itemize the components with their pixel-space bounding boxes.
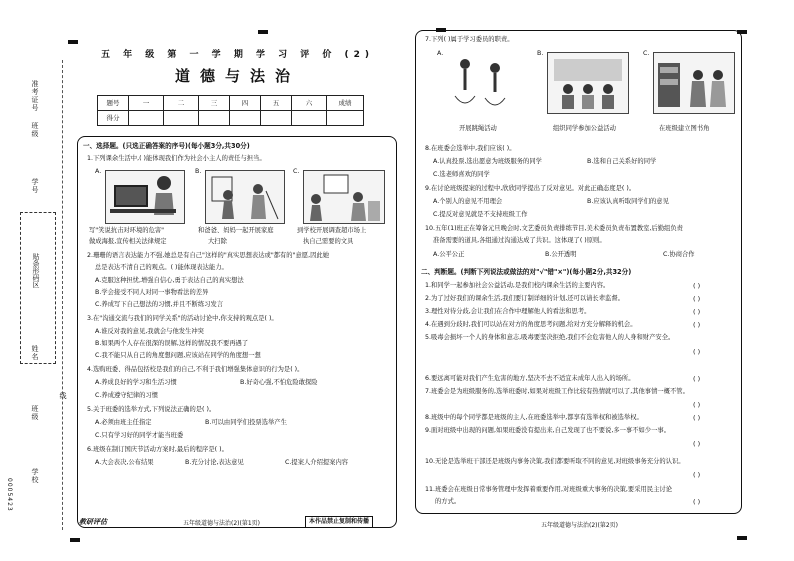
- barcode-area: 贴条形码区: [20, 212, 56, 364]
- registration-mark: [737, 536, 747, 540]
- q7-image-a: [447, 52, 517, 112]
- score-cell[interactable]: [292, 111, 327, 126]
- q4-option-c[interactable]: C.养成遵守纪律的习惯: [95, 392, 159, 399]
- judge-10: 10.无论是选举班干部还是班级内事务决策,我们都要听取不同的意见,对班级事务充分的认识。: [425, 458, 685, 465]
- judge-5-answer[interactable]: ( ): [693, 348, 701, 356]
- label-student-no: 学号: [31, 178, 39, 194]
- question-8: 8.在班委会选举中,我们应该( )。: [425, 145, 516, 152]
- q1-caption-b: 和爸爸、妈妈一起开展家庭: [198, 227, 274, 234]
- q10-option-a[interactable]: A.公平公正: [433, 251, 465, 258]
- q4-option-a[interactable]: A.养成良好的学习和生活习惯: [95, 379, 177, 386]
- footer-brand: 教研评估: [79, 518, 107, 526]
- public-welfare-illustration: [548, 53, 628, 113]
- question-10: 10.五年(1)班正在筹备元旦晚会时,文艺委员负责排练节目,美术委员负责布置教室,后勤组负责: [425, 225, 683, 232]
- q5-option-c[interactable]: C.只有学习好的同学才能当班委: [95, 432, 184, 439]
- book-corner-illustration: [654, 53, 734, 113]
- score-cell[interactable]: [129, 111, 164, 126]
- section-1-heading: 一、选择题。(只选正确答案的序号)(每小题3分,共30分): [83, 142, 250, 150]
- judge-7-answer[interactable]: ( ): [693, 401, 701, 409]
- judge-6: 6.要远离可能对我们产生危害的地方,坚决不去不适宜未成年人出入的场所。: [425, 375, 635, 382]
- family-cleaning-illustration: [206, 171, 284, 223]
- section-2-heading: 二、判断题。(判断下列说法或做法的对"√"错"×")(每小题2分,共32分): [421, 268, 632, 276]
- question-10-cont: 准备需要的道具,各组通过沟通达成了共识。这体现了( )原则。: [433, 237, 606, 244]
- judge-7: 7.班委会是为班级服务的,选举班委时,如果对班级工作比较有热情就可以了,其他事情一概不管。: [425, 388, 689, 395]
- judge-8: 8.班级中的每个同学都是班级的主人,在班委选举中,都享有选举权和被选举权。: [425, 414, 643, 421]
- score-head-cell: 一: [129, 96, 164, 111]
- q7-image-b: [547, 52, 629, 114]
- q4-option-b[interactable]: B.好奇心强,不怕危险敢探险: [240, 379, 318, 386]
- q1-option-c: C.: [293, 168, 300, 175]
- q7-option-b: B.: [537, 50, 544, 57]
- q1-caption-c: 到学校开展调查超市场上: [297, 227, 367, 234]
- judge-4: 4.在遇到分歧时,我们可以站在对方的角度思考问题,给对方充分解释的机会。: [425, 321, 637, 328]
- question-7: 7.下列( )属于学习委员的职责。: [425, 36, 514, 43]
- question-3: 3.在"沟通交流与我们的同学关系"的活动讨论中,你支持的观点是( )。: [87, 315, 278, 322]
- label-school: 学校: [31, 468, 39, 484]
- q3-option-a[interactable]: A.谁反对我的意见,我就会与他发生冲突: [95, 328, 204, 335]
- q2-option-c[interactable]: C.养成写下自己想法的习惯,并且不断练习发言: [95, 301, 224, 308]
- q3-option-b[interactable]: B.如果两个人存在很深的误解,这样的情况我不要再遇了: [95, 340, 249, 347]
- score-head-cell: 六: [292, 96, 327, 111]
- judge-5: 5.吸毒会损坏一个人的身体和意志,吸毒要坚决拒绝,我们不会危害他人的人身和财产安全。: [425, 334, 675, 341]
- q8-option-a[interactable]: A.认真投票,选出愿意为班级服务的同学: [433, 158, 542, 165]
- question-2-cont: 总是表达不清自己的观点。( )能体现表达能力。: [95, 264, 228, 271]
- question-5: 5.关于班委的选举方式,下列说法正确的是( )。: [87, 406, 216, 413]
- question-2: 2.珊珊的语言表达能力不强,她总是有自己"这样的"真实思想表达或"都有的"意愿,因此她: [87, 252, 329, 259]
- q7-caption-a: 开展跳绳活动: [459, 125, 497, 132]
- registration-mark: [70, 538, 80, 542]
- label-exam-no: 准考证号: [31, 80, 39, 112]
- cut-line-label: 线: [59, 392, 67, 400]
- q6-option-c[interactable]: C.提案人介绍提案内容: [285, 459, 349, 466]
- judge-4-answer[interactable]: ( ): [693, 321, 701, 329]
- q10-option-b[interactable]: B.公开透明: [545, 251, 577, 258]
- binding-margin: [0, 0, 70, 561]
- page-1: [75, 30, 400, 535]
- q8-option-b[interactable]: B.选和自己关系好的同学: [587, 158, 657, 165]
- q6-option-b[interactable]: B.充分讨论,表达意见: [185, 459, 244, 466]
- question-9: 9.在讨论班级提案的过程中,欣欣同学提出了反对意见。对此正确态度是( )。: [425, 185, 636, 192]
- question-1: 1.下列课余生活中,( )能体现我们作为社会小主人的责任与担当。: [87, 155, 266, 162]
- q7-option-c: C.: [643, 50, 650, 57]
- q3-option-c[interactable]: C.我不能只从自己的角度想问题,应该站在同学的角度想一想: [95, 352, 261, 359]
- label-class-2: 班级: [31, 405, 39, 421]
- q1-caption-b2: 大扫除: [208, 238, 227, 245]
- score-head-cell: 二: [164, 96, 199, 111]
- serial-number: 0005423: [6, 478, 13, 512]
- score-cell[interactable]: [230, 111, 261, 126]
- question-4: 4.选购班委、得品包括校是我们的自己,不利于我们增强集体意识的行为是( )。: [87, 366, 304, 373]
- score-table: [97, 95, 364, 126]
- q1-image-b: [205, 170, 285, 224]
- q7-caption-b: 组织同学参加公益活动: [553, 125, 616, 132]
- judge-9-answer[interactable]: ( ): [693, 440, 701, 448]
- judge-11-answer[interactable]: ( ): [693, 498, 701, 506]
- computer-user-illustration: [106, 171, 184, 223]
- label-class: 班级: [31, 122, 39, 138]
- page-2: [415, 30, 745, 535]
- q10-option-c[interactable]: C.协商合作: [663, 251, 695, 258]
- q9-option-c[interactable]: C.提反对意见就是不支持班级工作: [433, 211, 528, 218]
- score-head-cell: 三: [199, 96, 230, 111]
- q2-option-a[interactable]: A.克服这种担忧,增强自信心,勇于表达自己的真实想法: [95, 277, 244, 284]
- q1-caption-c2: 执自己需要的文具: [303, 238, 354, 245]
- cut-line: [62, 60, 63, 530]
- question-6: 6.班级在制订国庆节活动方案时,最后的程序是( )。: [87, 446, 228, 453]
- score-head-cell: 五: [261, 96, 292, 111]
- footer-page-2: 五年级道德与法治(2)(第2页): [541, 522, 618, 529]
- jump-rope-illustration: [447, 52, 517, 112]
- footer-page-1: 五年级道德与法治(2)(第1页): [183, 520, 260, 527]
- q1-image-a: [105, 170, 185, 224]
- score-head-cell: 成绩: [327, 96, 364, 111]
- judge-8-answer[interactable]: ( ): [693, 414, 701, 422]
- judge-11: 11.班委会在班级日常事务管理中发挥着重要作用,对班级重大事务的决策,要采用民主讨论: [425, 486, 673, 493]
- q9-option-a[interactable]: A.个别人的意见不用理会: [433, 198, 503, 205]
- q7-caption-c: 在班级建立图书角: [659, 125, 710, 132]
- q1-caption-a2: 做成海报,宣传相关法律规定: [89, 238, 167, 245]
- score-cell[interactable]: [164, 111, 199, 126]
- score-head-cell: 四: [230, 96, 261, 111]
- exam-title: 五 年 级 第 一 学 期 学 习 评 价 (2): [101, 50, 374, 60]
- score-cell[interactable]: [327, 111, 364, 126]
- judge-10-answer[interactable]: ( ): [693, 471, 701, 479]
- judge-2: 2.为了过好我们的课余生活,我们要订制详细的计划,还可以请长辈监督。: [425, 295, 624, 302]
- q2-option-b[interactable]: B.学会接受不同人对同一事物看法的差异: [95, 289, 209, 296]
- q5-option-a[interactable]: A.必须由班主任指定: [95, 419, 152, 426]
- q1-image-c: [303, 170, 385, 224]
- judge-6-answer[interactable]: ( ): [693, 375, 701, 383]
- subject-title: 道德与法治: [174, 67, 300, 85]
- q6-option-a[interactable]: A.大会表决,公布结果: [95, 459, 154, 466]
- judge-1-answer[interactable]: ( ): [693, 282, 701, 290]
- judge-9: 9.面对班级中出现的问题,如果班委没有提出来,自己发现了也不要说,多一事不如少一事。: [425, 427, 670, 434]
- q1-caption-a: 写"笑说抗击对环境的危害": [89, 227, 165, 234]
- footer-copyright: 本作品禁止复制和传播: [305, 516, 373, 528]
- q5-option-b[interactable]: B.可以由同学们投票选举产生: [205, 419, 287, 426]
- score-row-label: 得分: [98, 111, 129, 126]
- market-survey-illustration: [304, 171, 384, 223]
- q7-option-a: A.: [437, 50, 444, 57]
- judge-1: 1.和同学一起参加社会公益活动,是我们校内课余生活的主要内容。: [425, 282, 610, 289]
- q1-option-b: B.: [195, 168, 202, 175]
- q7-image-c: [653, 52, 735, 114]
- q1-option-a: A.: [95, 168, 102, 175]
- judge-3-answer[interactable]: ( ): [693, 308, 701, 316]
- q8-option-c[interactable]: C.选老师喜欢的同学: [433, 171, 490, 178]
- judge-3: 3.理性对待分歧,会让我们在合作中理解他人的看法和思考。: [425, 308, 591, 315]
- score-cell[interactable]: [261, 111, 292, 126]
- score-cell[interactable]: [199, 111, 230, 126]
- q9-option-b[interactable]: B.应该认真听取同学们的意见: [587, 198, 669, 205]
- judge-11-cont: 的方式。: [435, 498, 461, 505]
- judge-2-answer[interactable]: ( ): [693, 295, 701, 303]
- score-head-cell: 题号: [98, 96, 129, 111]
- label-name: 姓名: [31, 345, 39, 361]
